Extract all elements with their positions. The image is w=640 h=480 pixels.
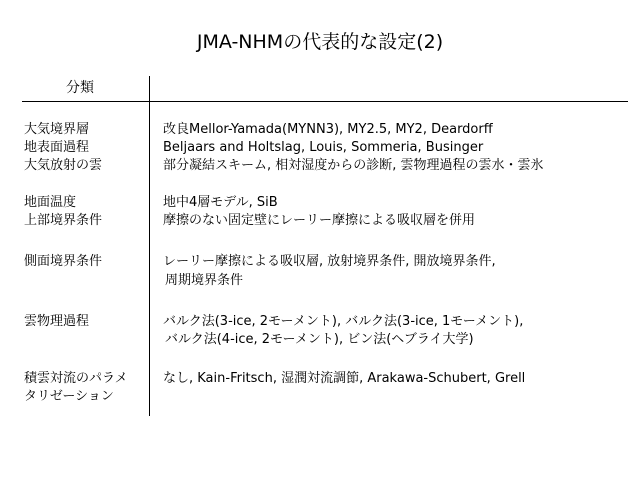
row-value-cumulus-param: なし, Kain-Fritsch, 湿潤対流調節, Arakawa-Schubert, Grell: [163, 371, 526, 386]
row-value-lateral-boundary: レーリー摩擦による吸収層, 放射境界条件, 開放境界条件,: [163, 254, 496, 269]
row-value-cloud-physics: バルク法(3-ice, 2モーメント), バルク法(3-ice, 1モーメント),: [163, 314, 524, 329]
row-value-ground-temperature: 地中4層モデル, SiB: [163, 195, 278, 210]
row-category-cumulus-param-cont: タリゼーション: [24, 389, 114, 404]
row-category-surface-process: 地表面過程: [24, 140, 90, 155]
header-divider: [22, 101, 628, 102]
row-value-boundary-layer: 改良Mellor-Yamada(MYNN3), MY2.5, MY2, Deardorff: [163, 122, 493, 137]
row-category-boundary-layer: 大気境界層: [24, 122, 90, 137]
row-value-lateral-boundary-cont: 周期境界条件: [165, 273, 244, 288]
row-value-cloud-physics-cont: バルク法(4-ice, 2モーメント), ビン法(ヘブライ大学): [165, 332, 474, 347]
slide-title: JMA-NHMの代表的な設定(2): [196, 31, 444, 53]
row-category-ground-temperature: 地面温度: [24, 195, 77, 210]
row-value-upper-boundary: 摩擦のない固定壁にレーリー摩擦による吸収層を併用: [163, 213, 476, 228]
column-divider: [149, 76, 150, 416]
row-category-cumulus-param: 積雲対流のパラメ: [24, 371, 128, 386]
column-header-category: 分類: [66, 80, 94, 96]
row-category-lateral-boundary: 側面境界条件: [24, 254, 103, 269]
row-category-radiation-cloud: 大気放射の雲: [24, 158, 103, 173]
row-value-radiation-cloud: 部分凝結スキーム, 相対湿度からの診断, 雲物理過程の雲水・雲氷: [163, 158, 544, 173]
row-category-upper-boundary: 上部境界条件: [24, 213, 103, 228]
row-value-surface-process: Beljaars and Holtslag, Louis, Sommeria, Businger: [163, 140, 484, 155]
row-category-cloud-physics: 雲物理過程: [24, 314, 90, 329]
